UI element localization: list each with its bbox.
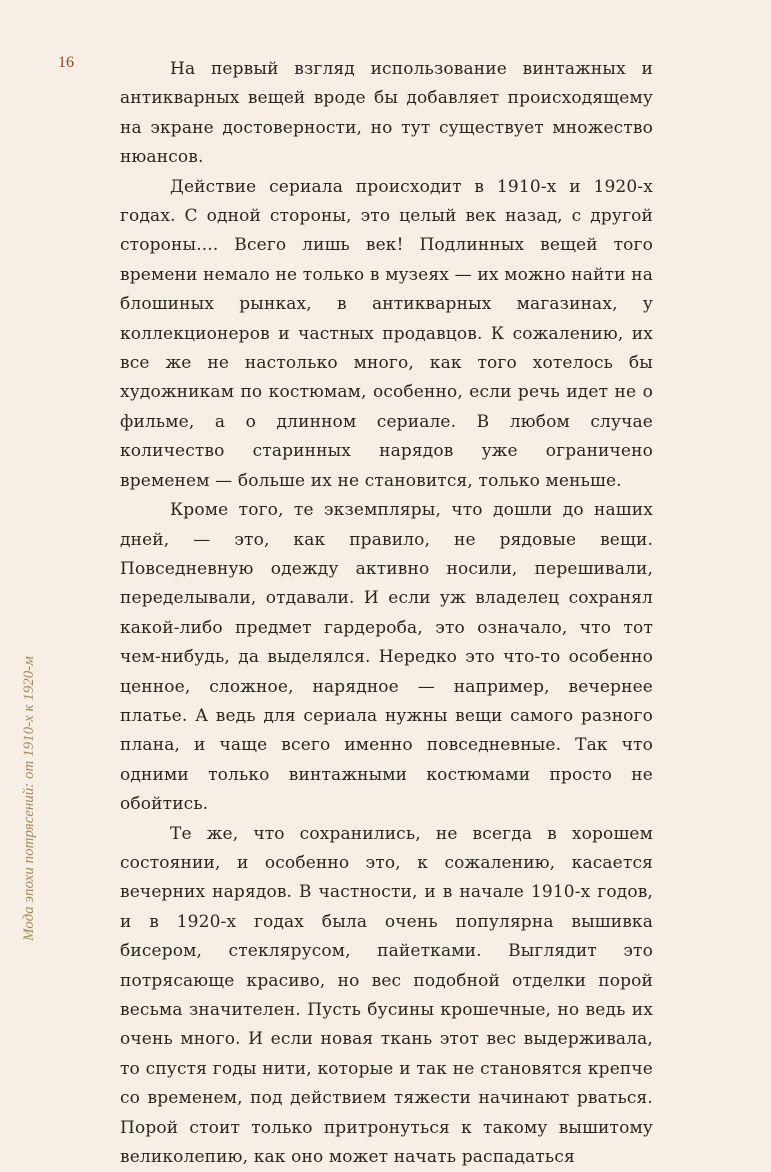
running-title: Мода эпохи потрясений: от 1910-х к 1920-м	[21, 656, 37, 941]
paragraph: Действие сериала происходит в 1910-х и 1920-х годах. С одной стороны, это целый век назад, с другой стороны.... Всего лишь век! Подлинных вещей того времени немало не только в музеях — их можно найти на блошиных рынках, в антикварных магазинах, у коллекционеров и частных продавцов. К сожалению, их все же не настолько много, как того хотелось бы художникам по костюмам, особенно, если речь идет не о фильме, а о длинном сериале. В любом случае количество старинных нарядов уже ограничено временем — больше их не становится, только меньше.	[120, 176, 653, 491]
paragraph: Кроме того, те экземпляры, что дошли до наших дней, — это, как правило, не рядовые вещи. Повседневную одежду активно носили, перешивали, переделывали, отдавали. И если уж владелец сохранял какой-либо предмет гардероба, это означало, что тот чем-нибудь, да выделялся. Нередко это что-то особенно ценное, сложное, нарядное — например, вечернее платье. А ведь для сериала нужны вещи самого разного плана, и чаще всего именно повседневные. Так что одними только винтажными костюмами просто не обойтись.	[120, 500, 653, 815]
paragraph: На первый взгляд использование винтажных и антикварных вещей вроде бы добавляет происходящему на экране достоверности, но тут существует множество нюансов.	[120, 59, 653, 168]
body-text	[120, 55, 653, 1172]
paragraph: Те же, что сохранились, не всегда в хорошем состоянии, и особенно это, к сожалению, касается вечерних нарядов. В частности, и в начале 1910-х годов, и в 1920-х годах была очень популярна вышивка бисером, стеклярусом, пайетками. Выглядит это потрясающе красиво, но вес подобной отделки порой весьма значителен. Пусть бусины крошечные, но ведь их очень много. И если новая ткань этот вес выдерживала, то спустя годы нити, которые и так не становятся крепче со временем, под действием тяжести начинают рваться. Порой стоит только притронуться к такому вышитому великолепию, как оно может начать распадаться	[120, 823, 653, 1168]
page-number: 16	[58, 54, 74, 71]
